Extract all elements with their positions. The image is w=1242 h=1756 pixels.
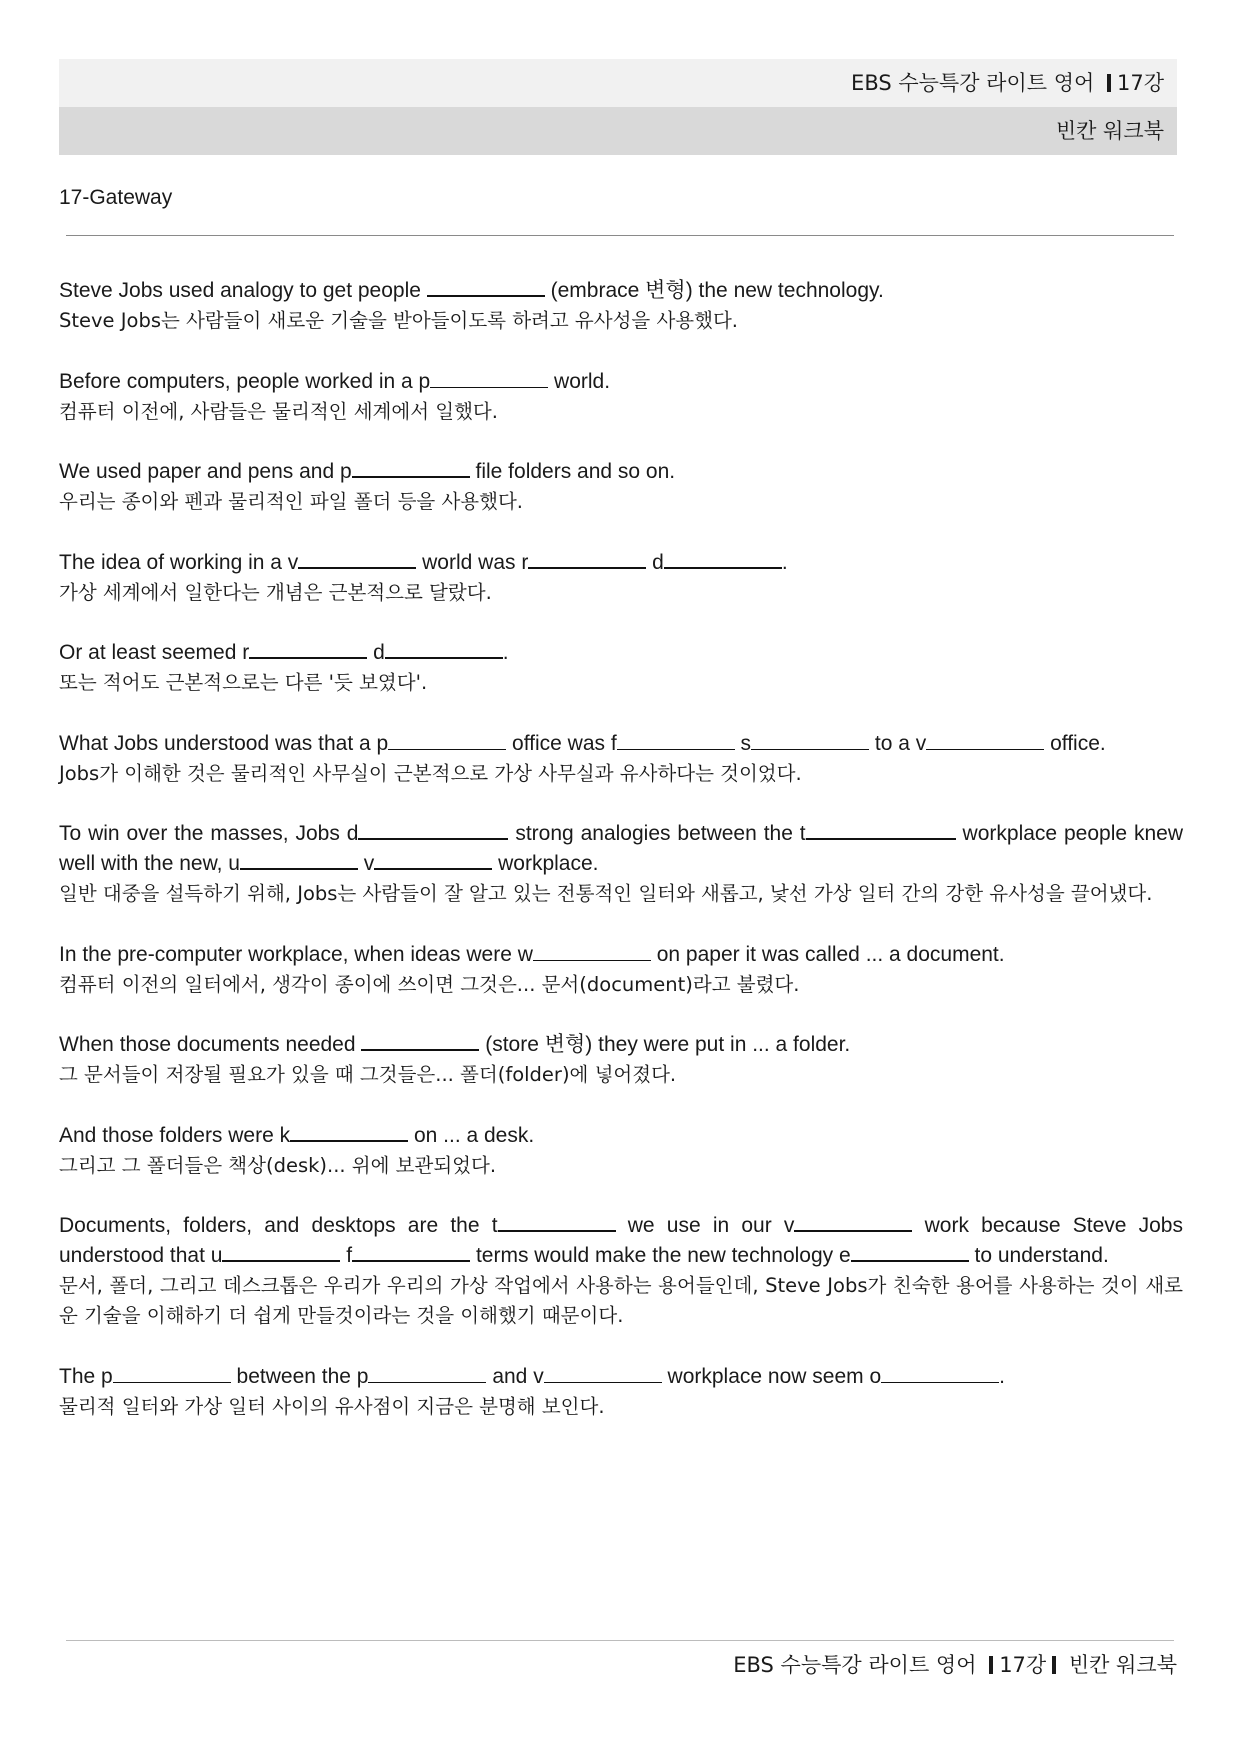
- korean-translation: 우리는 종이와 펜과 물리적인 파일 폴더 등을 사용했다.: [59, 490, 524, 513]
- answer-blank[interactable]: [664, 550, 782, 569]
- answer-blank[interactable]: [374, 851, 492, 870]
- footer-subtitle: 빈칸 워크북: [1068, 1653, 1177, 1677]
- answer-blank[interactable]: [751, 732, 869, 750]
- korean-translation: Jobs가 이해한 것은 물리적인 사무실이 근본적으로 가상 사무실과 유사하다는 것이었다.: [59, 761, 802, 785]
- english-sentence: The p between the p and v workplace now seem o .: [59, 1364, 1005, 1388]
- page-footer: [733, 1645, 1177, 1685]
- answer-blank[interactable]: [533, 943, 651, 961]
- separator-bar: [1052, 1656, 1056, 1674]
- answer-blank[interactable]: [385, 640, 503, 659]
- korean-translation: 가상 세계에서 일한다는 개념은 근본적으로 달랐다.: [59, 580, 492, 604]
- bottom-divider: [66, 1640, 1174, 1641]
- section-title: 17-Gateway: [59, 186, 173, 209]
- english-sentence: Or at least seemed r d .: [59, 641, 509, 664]
- exercise-item: [59, 457, 1183, 517]
- answer-blank[interactable]: [794, 1213, 912, 1232]
- english-sentence: In the pre-computer workplace, when ideas were w on paper it was called ... a document.: [59, 942, 1005, 966]
- exercise-item: [59, 940, 1183, 1000]
- english-sentence: And those folders were k on ... a desk.: [59, 1123, 535, 1147]
- english-sentence: Before computers, people worked in a p world.: [59, 369, 611, 393]
- exercise-item: [59, 276, 1183, 336]
- korean-translation: 그리고 그 폴더들은 책상(desk)... 위에 보관되었다.: [59, 1153, 497, 1177]
- english-sentence: When those documents needed (store 변형) they were put in ... a folder.: [59, 1033, 851, 1056]
- korean-translation: 컴퓨터 이전의 일터에서, 생각이 종이에 쓰이면 그것은... 문서(document)라고 불렸다.: [59, 972, 800, 996]
- korean-translation: Steve Jobs는 사람들이 새로운 기술을 받아들이도록 하려고 유사성을 사용했다.: [59, 309, 738, 332]
- answer-blank[interactable]: [361, 1032, 479, 1051]
- exercise-item: [59, 548, 1183, 608]
- korean-translation: 그 문서들이 저장될 필요가 있을 때 그것들은... 폴더(folder)에 넣어졌다.: [59, 1063, 677, 1086]
- exercise-item: [59, 1362, 1183, 1422]
- answer-blank[interactable]: [544, 1365, 662, 1383]
- answer-blank[interactable]: [498, 1213, 616, 1232]
- answer-blank[interactable]: [368, 1365, 486, 1383]
- separator-bar: [1107, 74, 1111, 92]
- english-sentence: The idea of working in a v world was r d .: [59, 550, 788, 574]
- header-lesson: 17강: [1116, 71, 1164, 95]
- english-sentence: To win over the masses, Jobs d strong analogies between the t workplace people knew well with the new, u v workplace.: [59, 822, 1183, 875]
- korean-translation: 물리적 일터와 가상 일터 사이의 유사점이 지금은 분명해 보인다.: [59, 1394, 605, 1418]
- answer-blank[interactable]: [528, 550, 646, 569]
- korean-translation: 일반 대중을 설득하기 위해, Jobs는 사람들이 잘 알고 있는 전통적인 일터와 새롭고, 낯선 가상 일터 간의 강한 유사성을 끌어냈다.: [59, 882, 1153, 905]
- korean-translation: 또는 적어도 근본적으로는 다른 '듯 보였다'.: [59, 671, 428, 694]
- korean-translation: 문서, 폴더, 그리고 데스크톱은 우리가 우리의 가상 작업에서 사용하는 용어들인데, Steve Jobs가 친숙한 용어를 사용하는 것이 새로운 기술을 이해하기 더 쉽게 만들것이라는 것을 이해했기 때문이다.: [59, 1274, 1183, 1327]
- english-sentence: What Jobs understood was that a p office was f s to a v office.: [59, 731, 1106, 755]
- answer-blank[interactable]: [240, 851, 358, 870]
- exercise-item: [59, 638, 1183, 698]
- answer-blank[interactable]: [881, 1365, 999, 1383]
- exercise-item: [59, 1121, 1183, 1181]
- exercise-item: [59, 1030, 1183, 1090]
- exercise-item: [59, 1211, 1183, 1331]
- separator-bar: [989, 1656, 993, 1674]
- exercise-item: [59, 819, 1183, 909]
- footer-series: EBS 수능특강 라이트 영어: [733, 1653, 977, 1677]
- answer-blank[interactable]: [388, 732, 506, 750]
- header-subtitle-bar: [59, 107, 1177, 155]
- english-sentence: We used paper and pens and p file folders and so on.: [59, 460, 676, 483]
- answer-blank[interactable]: [358, 821, 508, 840]
- answer-blank[interactable]: [352, 1243, 470, 1262]
- korean-translation: 컴퓨터 이전에, 사람들은 물리적인 세계에서 일했다.: [59, 399, 498, 423]
- header-series-bar: [59, 59, 1177, 107]
- answer-blank[interactable]: [427, 278, 545, 297]
- exercise-item: [59, 367, 1183, 427]
- answer-blank[interactable]: [113, 1365, 231, 1383]
- answer-blank[interactable]: [222, 1243, 340, 1262]
- answer-blank[interactable]: [926, 732, 1044, 750]
- answer-blank[interactable]: [290, 1123, 408, 1142]
- english-sentence: Steve Jobs used analogy to get people (embrace 변형) the new technology.: [59, 279, 884, 302]
- answer-blank[interactable]: [430, 370, 548, 388]
- answer-blank[interactable]: [249, 640, 367, 659]
- worksheet-body: [59, 276, 1183, 1452]
- answer-blank[interactable]: [352, 459, 470, 478]
- footer-lesson: 17강: [999, 1653, 1047, 1677]
- english-sentence: Documents, folders, and desktops are the t we use in our v work because Steve Jobs understood that u f terms would make the new technology e to understand.: [59, 1214, 1183, 1267]
- top-divider: [66, 235, 1174, 236]
- header-series: EBS 수능특강 라이트 영어: [851, 71, 1095, 95]
- answer-blank[interactable]: [851, 1243, 969, 1262]
- answer-blank[interactable]: [617, 732, 735, 750]
- header-subtitle: 빈칸 워크북: [1055, 119, 1164, 143]
- exercise-item: [59, 729, 1183, 789]
- answer-blank[interactable]: [806, 821, 956, 840]
- answer-blank[interactable]: [298, 550, 416, 569]
